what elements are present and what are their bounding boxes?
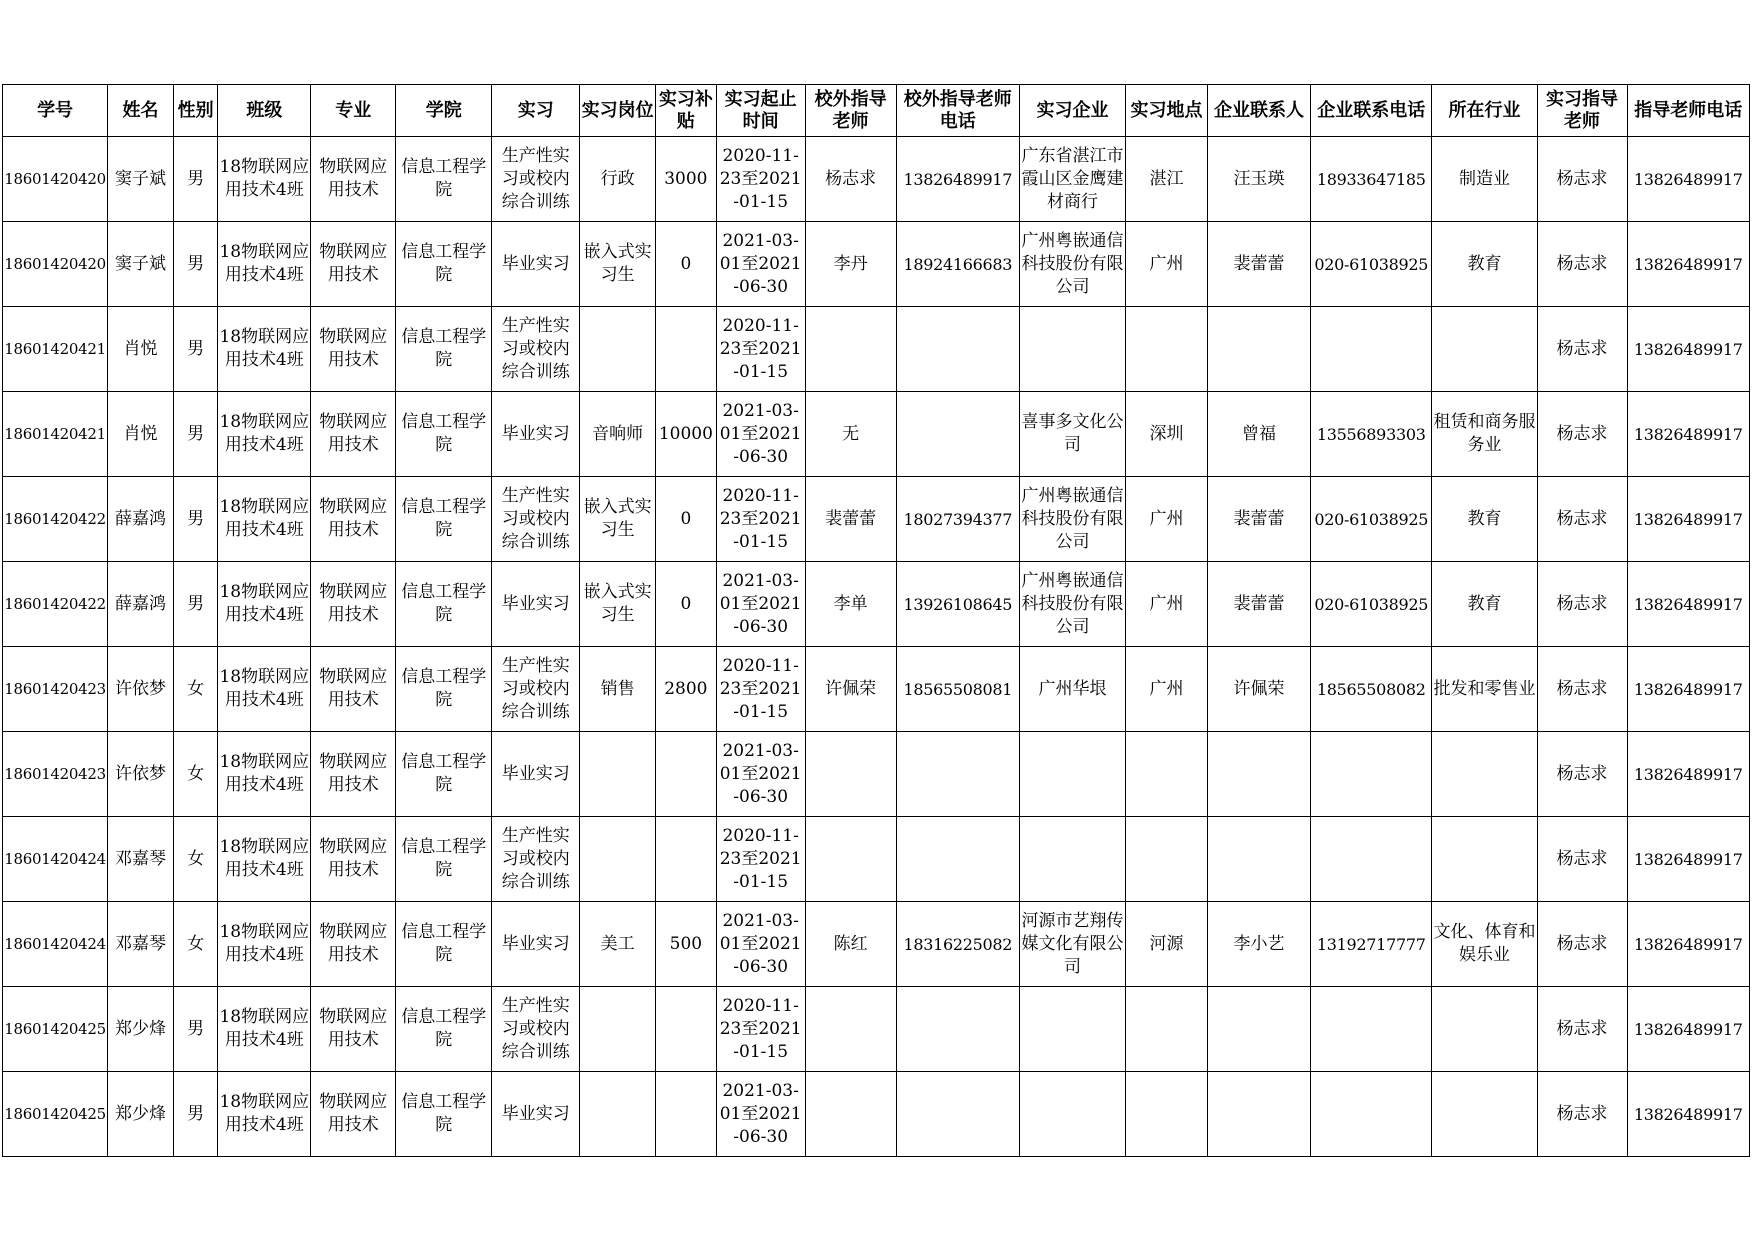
cell-location[interactable]: 河源 (1126, 902, 1208, 987)
cell-position[interactable]: 嵌入式实习生 (580, 562, 656, 647)
header-class: 班级 (218, 85, 311, 137)
cell-student-id[interactable]: 18601420423 (3, 647, 108, 732)
cell-company-phone[interactable]: 18933647185 (1311, 137, 1432, 222)
header-name: 姓名 (108, 85, 174, 137)
cell-industry[interactable]: 教育 (1432, 222, 1537, 307)
period-text: 2020-11-23至2021-01-15 (719, 315, 802, 382)
cell-external-advisor[interactable]: 李单 (805, 562, 896, 647)
period-text: 2020-11-23至2021-01-15 (719, 655, 802, 722)
header-company-phone: 企业联系电话 (1311, 85, 1432, 137)
period-text: 2020-11-23至2021-01-15 (719, 485, 802, 552)
cell-gender[interactable]: 男 (173, 1072, 217, 1157)
cell-college[interactable]: 信息工程学院 (396, 1072, 492, 1157)
cell-major[interactable]: 物联网应用技术 (311, 987, 396, 1072)
header-location: 实习地点 (1126, 85, 1208, 137)
cell-external-advisor[interactable] (805, 817, 896, 902)
cell-internship-type[interactable]: 毕业实习 (492, 222, 580, 307)
cell-location[interactable] (1126, 987, 1208, 1072)
internship-table (2, 84, 1750, 1157)
cell-company[interactable]: 广州粤嵌通信科技股份有限公司 (1019, 477, 1125, 562)
cell-company-contact[interactable] (1207, 1072, 1310, 1157)
cell-location[interactable] (1126, 732, 1208, 817)
cell-position[interactable] (580, 732, 656, 817)
cell-internship-advisor[interactable]: 杨志求 (1537, 392, 1627, 477)
cell-external-advisor-phone[interactable]: 18027394377 (896, 477, 1019, 562)
cell-name[interactable]: 窦子斌 (108, 137, 174, 222)
cell-student-id[interactable]: 18601420422 (3, 477, 108, 562)
cell-student-id[interactable]: 18601420422 (3, 562, 108, 647)
cell-name[interactable]: 窦子斌 (108, 222, 174, 307)
cell-external-advisor[interactable]: 裴蕾蕾 (805, 477, 896, 562)
period-text: 2020-11-23至2021-01-15 (719, 825, 802, 892)
period-text: 2021-03-01至2021-06-30 (719, 230, 802, 297)
cell-gender[interactable]: 男 (173, 222, 217, 307)
cell-external-advisor-phone[interactable] (896, 732, 1019, 817)
cell-company-phone[interactable] (1311, 307, 1432, 392)
header-internship-type: 实习 (492, 85, 580, 137)
cell-external-advisor[interactable]: 李丹 (805, 222, 896, 307)
cell-industry[interactable]: 批发和零售业 (1432, 647, 1537, 732)
cell-external-advisor[interactable]: 陈红 (805, 902, 896, 987)
cell-position[interactable] (580, 1072, 656, 1157)
cell-industry[interactable] (1432, 732, 1537, 817)
period-text: 2020-11-23至2021-01-15 (719, 995, 802, 1062)
cell-college[interactable]: 信息工程学院 (396, 562, 492, 647)
cell-internship-type[interactable]: 生产性实习或校内综合训练 (492, 647, 580, 732)
cell-name[interactable]: 肖悦 (108, 392, 174, 477)
cell-name[interactable]: 邓嘉琴 (108, 902, 174, 987)
table-row (3, 137, 1750, 222)
cell-company-phone[interactable]: 18565508082 (1311, 647, 1432, 732)
cell-external-advisor[interactable]: 无 (805, 392, 896, 477)
cell-major[interactable]: 物联网应用技术 (311, 817, 396, 902)
cell-company[interactable]: 广州粤嵌通信科技股份有限公司 (1019, 222, 1125, 307)
cell-major[interactable]: 物联网应用技术 (311, 307, 396, 392)
cell-external-advisor[interactable] (805, 987, 896, 1072)
cell-location[interactable]: 广州 (1126, 222, 1208, 307)
cell-subsidy[interactable] (656, 732, 717, 817)
cell-company-phone[interactable]: 020-61038925 (1311, 562, 1432, 647)
cell-college[interactable]: 信息工程学院 (396, 222, 492, 307)
cell-period[interactable] (716, 1072, 805, 1157)
header-row (3, 85, 1750, 137)
cell-subsidy[interactable] (656, 817, 717, 902)
cell-gender[interactable]: 男 (173, 137, 217, 222)
cell-position[interactable] (580, 307, 656, 392)
cell-internship-type[interactable]: 生产性实习或校内综合训练 (492, 137, 580, 222)
cell-college[interactable]: 信息工程学院 (396, 647, 492, 732)
cell-industry[interactable] (1432, 987, 1537, 1072)
cell-external-advisor-phone[interactable] (896, 307, 1019, 392)
cell-period[interactable] (716, 817, 805, 902)
cell-internship-advisor[interactable]: 杨志求 (1537, 732, 1627, 817)
cell-external-advisor-phone[interactable]: 13926108645 (896, 562, 1019, 647)
cell-location[interactable]: 深圳 (1126, 392, 1208, 477)
table-body (3, 137, 1750, 1157)
cell-name[interactable]: 许依梦 (108, 647, 174, 732)
cell-major[interactable]: 物联网应用技术 (311, 222, 396, 307)
cell-major[interactable]: 物联网应用技术 (311, 1072, 396, 1157)
cell-name[interactable]: 许依梦 (108, 732, 174, 817)
cell-position[interactable]: 嵌入式实习生 (580, 222, 656, 307)
cell-subsidy[interactable]: 0 (656, 562, 717, 647)
cell-gender[interactable]: 男 (173, 562, 217, 647)
cell-company[interactable] (1019, 817, 1125, 902)
cell-major[interactable]: 物联网应用技术 (311, 477, 396, 562)
cell-college[interactable]: 信息工程学院 (396, 307, 492, 392)
cell-internship-type[interactable]: 毕业实习 (492, 392, 580, 477)
cell-internship-advisor[interactable]: 杨志求 (1537, 647, 1627, 732)
cell-period[interactable] (716, 647, 805, 732)
cell-location[interactable]: 广州 (1126, 647, 1208, 732)
cell-period[interactable] (716, 307, 805, 392)
cell-internship-advisor[interactable]: 杨志求 (1537, 987, 1627, 1072)
cell-major[interactable]: 物联网应用技术 (311, 137, 396, 222)
cell-period[interactable] (716, 562, 805, 647)
cell-industry[interactable] (1432, 307, 1537, 392)
cell-class[interactable]: 18物联网应用技术4班 (218, 392, 311, 477)
cell-name[interactable]: 薛嘉鸿 (108, 562, 174, 647)
header-advisor-phone: 指导老师电话 (1627, 85, 1749, 137)
cell-industry[interactable] (1432, 817, 1537, 902)
cell-position[interactable]: 音响师 (580, 392, 656, 477)
cell-class[interactable]: 18物联网应用技术4班 (218, 222, 311, 307)
cell-gender[interactable]: 女 (173, 817, 217, 902)
cell-subsidy[interactable]: 3000 (656, 137, 717, 222)
cell-company[interactable]: 广东省湛江市霞山区金鹰建材商行 (1019, 137, 1125, 222)
cell-location[interactable] (1126, 817, 1208, 902)
cell-college[interactable]: 信息工程学院 (396, 392, 492, 477)
cell-internship-advisor[interactable]: 杨志求 (1537, 477, 1627, 562)
cell-college[interactable]: 信息工程学院 (396, 477, 492, 562)
cell-advisor-phone[interactable]: 13826489917 (1627, 902, 1749, 987)
period-text: 2021-03-01至2021-06-30 (719, 740, 802, 807)
cell-company[interactable] (1019, 732, 1125, 817)
cell-company[interactable] (1019, 307, 1125, 392)
cell-advisor-phone[interactable]: 13826489917 (1627, 477, 1749, 562)
cell-subsidy[interactable] (656, 307, 717, 392)
cell-industry[interactable]: 教育 (1432, 562, 1537, 647)
cell-student-id[interactable]: 18601420420 (3, 137, 108, 222)
header-company: 实习企业 (1019, 85, 1125, 137)
cell-student-id[interactable]: 18601420424 (3, 902, 108, 987)
cell-subsidy[interactable] (656, 987, 717, 1072)
cell-company-phone[interactable] (1311, 817, 1432, 902)
cell-company-phone[interactable] (1311, 1072, 1432, 1157)
cell-company-contact[interactable]: 裴蕾蕾 (1207, 477, 1310, 562)
cell-major[interactable]: 物联网应用技术 (311, 392, 396, 477)
cell-student-id[interactable]: 18601420421 (3, 392, 108, 477)
header-gender: 性别 (173, 85, 217, 137)
cell-internship-type[interactable]: 生产性实习或校内综合训练 (492, 987, 580, 1072)
header-major: 专业 (311, 85, 396, 137)
cell-company[interactable] (1019, 1072, 1125, 1157)
cell-external-advisor-phone[interactable]: 18565508081 (896, 647, 1019, 732)
table-row (3, 647, 1750, 732)
cell-class[interactable]: 18物联网应用技术4班 (218, 477, 311, 562)
cell-company-phone[interactable] (1311, 987, 1432, 1072)
cell-company-contact[interactable] (1207, 732, 1310, 817)
cell-company-contact[interactable] (1207, 307, 1310, 392)
cell-period[interactable] (716, 902, 805, 987)
cell-advisor-phone[interactable]: 13826489917 (1627, 392, 1749, 477)
cell-location[interactable]: 广州 (1126, 477, 1208, 562)
cell-advisor-phone[interactable]: 13826489917 (1627, 1072, 1749, 1157)
period-text: 2020-11-23至2021-01-15 (719, 145, 802, 212)
cell-internship-type[interactable]: 毕业实习 (492, 562, 580, 647)
cell-subsidy[interactable]: 10000 (656, 392, 717, 477)
cell-student-id[interactable]: 18601420424 (3, 817, 108, 902)
cell-name[interactable]: 邓嘉琴 (108, 817, 174, 902)
cell-class[interactable]: 18物联网应用技术4班 (218, 732, 311, 817)
cell-advisor-phone[interactable]: 13826489917 (1627, 307, 1749, 392)
table-row (3, 477, 1750, 562)
cell-location[interactable] (1126, 1072, 1208, 1157)
table-row (3, 1072, 1750, 1157)
cell-gender[interactable]: 男 (173, 987, 217, 1072)
cell-major[interactable]: 物联网应用技术 (311, 902, 396, 987)
table-row (3, 222, 1750, 307)
header-college: 学院 (396, 85, 492, 137)
cell-gender[interactable]: 女 (173, 647, 217, 732)
table-row (3, 817, 1750, 902)
cell-gender[interactable]: 男 (173, 307, 217, 392)
header-internship-advisor: 实习指导老师 (1537, 85, 1627, 137)
cell-company-contact[interactable]: 许佩荣 (1207, 647, 1310, 732)
table-row (3, 307, 1750, 392)
cell-class[interactable]: 18物联网应用技术4班 (218, 902, 311, 987)
table-row (3, 392, 1750, 477)
cell-name[interactable]: 郑少烽 (108, 987, 174, 1072)
cell-period[interactable] (716, 732, 805, 817)
cell-external-advisor[interactable] (805, 732, 896, 817)
header-subsidy: 实习补贴 (656, 85, 717, 137)
cell-internship-advisor[interactable]: 杨志求 (1537, 902, 1627, 987)
cell-advisor-phone[interactable]: 13826489917 (1627, 562, 1749, 647)
cell-company[interactable]: 广州粤嵌通信科技股份有限公司 (1019, 562, 1125, 647)
cell-advisor-phone[interactable]: 13826489917 (1627, 222, 1749, 307)
cell-external-advisor-phone[interactable] (896, 987, 1019, 1072)
cell-company-phone[interactable]: 020-61038925 (1311, 222, 1432, 307)
cell-industry[interactable]: 教育 (1432, 477, 1537, 562)
cell-position[interactable]: 销售 (580, 647, 656, 732)
cell-advisor-phone[interactable]: 13826489917 (1627, 987, 1749, 1072)
cell-gender[interactable]: 男 (173, 392, 217, 477)
header-external-advisor-phone: 校外指导老师电话 (896, 85, 1019, 137)
cell-company[interactable]: 河源市艺翔传媒文化有限公司 (1019, 902, 1125, 987)
cell-internship-advisor[interactable]: 杨志求 (1537, 817, 1627, 902)
cell-college[interactable]: 信息工程学院 (396, 987, 492, 1072)
table-row (3, 902, 1750, 987)
cell-external-advisor-phone[interactable] (896, 392, 1019, 477)
cell-subsidy[interactable]: 2800 (656, 647, 717, 732)
cell-internship-type[interactable]: 生产性实习或校内综合训练 (492, 307, 580, 392)
cell-college[interactable]: 信息工程学院 (396, 817, 492, 902)
cell-location[interactable]: 广州 (1126, 562, 1208, 647)
cell-name[interactable]: 郑少烽 (108, 1072, 174, 1157)
cell-major[interactable]: 物联网应用技术 (311, 732, 396, 817)
cell-internship-type[interactable]: 毕业实习 (492, 1072, 580, 1157)
cell-class[interactable]: 18物联网应用技术4班 (218, 137, 311, 222)
cell-company-contact[interactable] (1207, 817, 1310, 902)
cell-class[interactable]: 18物联网应用技术4班 (218, 562, 311, 647)
cell-position[interactable] (580, 987, 656, 1072)
cell-student-id[interactable]: 18601420420 (3, 222, 108, 307)
cell-period[interactable] (716, 137, 805, 222)
cell-student-id[interactable]: 18601420425 (3, 1072, 108, 1157)
cell-industry[interactable]: 租赁和商务服务业 (1432, 392, 1537, 477)
cell-period[interactable] (716, 392, 805, 477)
cell-period[interactable] (716, 222, 805, 307)
cell-company-contact[interactable]: 裴蕾蕾 (1207, 222, 1310, 307)
header-position: 实习岗位 (580, 85, 656, 137)
cell-company-contact[interactable]: 李小艺 (1207, 902, 1310, 987)
table-row (3, 987, 1750, 1072)
cell-subsidy[interactable] (656, 1072, 717, 1157)
cell-subsidy[interactable]: 500 (656, 902, 717, 987)
cell-advisor-phone[interactable]: 13826489917 (1627, 137, 1749, 222)
cell-position[interactable]: 嵌入式实习生 (580, 477, 656, 562)
cell-internship-advisor[interactable]: 杨志求 (1537, 1072, 1627, 1157)
cell-company-phone[interactable]: 13192717777 (1311, 902, 1432, 987)
cell-internship-type[interactable]: 毕业实习 (492, 732, 580, 817)
cell-company[interactable]: 喜事多文化公司 (1019, 392, 1125, 477)
cell-internship-advisor[interactable]: 杨志求 (1537, 562, 1627, 647)
cell-company-phone[interactable] (1311, 732, 1432, 817)
cell-position[interactable]: 美工 (580, 902, 656, 987)
cell-internship-type[interactable]: 生产性实习或校内综合训练 (492, 477, 580, 562)
cell-gender[interactable]: 女 (173, 732, 217, 817)
cell-college[interactable]: 信息工程学院 (396, 137, 492, 222)
cell-external-advisor[interactable] (805, 307, 896, 392)
cell-company-phone[interactable]: 13556893303 (1311, 392, 1432, 477)
header-student-id: 学号 (3, 85, 108, 137)
cell-industry[interactable]: 制造业 (1432, 137, 1537, 222)
header-industry: 所在行业 (1432, 85, 1537, 137)
cell-company-contact[interactable]: 汪玉瑛 (1207, 137, 1310, 222)
cell-external-advisor-phone[interactable]: 18316225082 (896, 902, 1019, 987)
cell-company[interactable]: 广州华垠 (1019, 647, 1125, 732)
cell-gender[interactable]: 女 (173, 902, 217, 987)
cell-internship-type[interactable]: 毕业实习 (492, 902, 580, 987)
cell-company-contact[interactable] (1207, 987, 1310, 1072)
cell-student-id[interactable]: 18601420421 (3, 307, 108, 392)
internship-table-container (2, 84, 1750, 1157)
cell-external-advisor-phone[interactable] (896, 817, 1019, 902)
cell-advisor-phone[interactable]: 13826489917 (1627, 817, 1749, 902)
period-text: 2021-03-01至2021-06-30 (719, 1080, 802, 1147)
header-company-contact: 企业联系人 (1207, 85, 1310, 137)
cell-internship-advisor[interactable]: 杨志求 (1537, 222, 1627, 307)
cell-major[interactable]: 物联网应用技术 (311, 562, 396, 647)
cell-gender[interactable]: 男 (173, 477, 217, 562)
header-period: 实习起止时间 (716, 85, 805, 137)
cell-external-advisor[interactable]: 许佩荣 (805, 647, 896, 732)
cell-subsidy[interactable]: 0 (656, 222, 717, 307)
cell-period[interactable] (716, 987, 805, 1072)
cell-name[interactable]: 肖悦 (108, 307, 174, 392)
cell-industry[interactable] (1432, 1072, 1537, 1157)
cell-external-advisor-phone[interactable]: 13826489917 (896, 137, 1019, 222)
cell-external-advisor[interactable]: 杨志求 (805, 137, 896, 222)
cell-company[interactable] (1019, 987, 1125, 1072)
cell-advisor-phone[interactable]: 13826489917 (1627, 732, 1749, 817)
cell-class[interactable]: 18物联网应用技术4班 (218, 647, 311, 732)
period-text: 2021-03-01至2021-06-30 (719, 400, 802, 467)
cell-internship-type[interactable]: 生产性实习或校内综合训练 (492, 817, 580, 902)
cell-location[interactable]: 湛江 (1126, 137, 1208, 222)
period-text: 2021-03-01至2021-06-30 (719, 910, 802, 977)
cell-position[interactable] (580, 817, 656, 902)
table-row (3, 732, 1750, 817)
cell-major[interactable]: 物联网应用技术 (311, 647, 396, 732)
cell-internship-advisor[interactable]: 杨志求 (1537, 137, 1627, 222)
cell-position[interactable]: 行政 (580, 137, 656, 222)
cell-name[interactable]: 薛嘉鸿 (108, 477, 174, 562)
cell-external-advisor-phone[interactable] (896, 1072, 1019, 1157)
cell-external-advisor-phone[interactable]: 18924166683 (896, 222, 1019, 307)
cell-location[interactable] (1126, 307, 1208, 392)
header-external-advisor: 校外指导老师 (805, 85, 896, 137)
cell-student-id[interactable]: 18601420423 (3, 732, 108, 817)
cell-company-contact[interactable]: 裴蕾蕾 (1207, 562, 1310, 647)
cell-class[interactable]: 18物联网应用技术4班 (218, 1072, 311, 1157)
cell-internship-advisor[interactable]: 杨志求 (1537, 307, 1627, 392)
cell-subsidy[interactable]: 0 (656, 477, 717, 562)
cell-company-contact[interactable]: 曾福 (1207, 392, 1310, 477)
table-row (3, 562, 1750, 647)
cell-class[interactable]: 18物联网应用技术4班 (218, 307, 311, 392)
cell-period[interactable] (716, 477, 805, 562)
cell-class[interactable]: 18物联网应用技术4班 (218, 987, 311, 1072)
cell-student-id[interactable]: 18601420425 (3, 987, 108, 1072)
cell-external-advisor[interactable] (805, 1072, 896, 1157)
period-text: 2021-03-01至2021-06-30 (719, 570, 802, 637)
cell-industry[interactable]: 文化、体育和娱乐业 (1432, 902, 1537, 987)
cell-class[interactable]: 18物联网应用技术4班 (218, 817, 311, 902)
cell-college[interactable]: 信息工程学院 (396, 732, 492, 817)
cell-company-phone[interactable]: 020-61038925 (1311, 477, 1432, 562)
cell-advisor-phone[interactable]: 13826489917 (1627, 647, 1749, 732)
cell-college[interactable]: 信息工程学院 (396, 902, 492, 987)
